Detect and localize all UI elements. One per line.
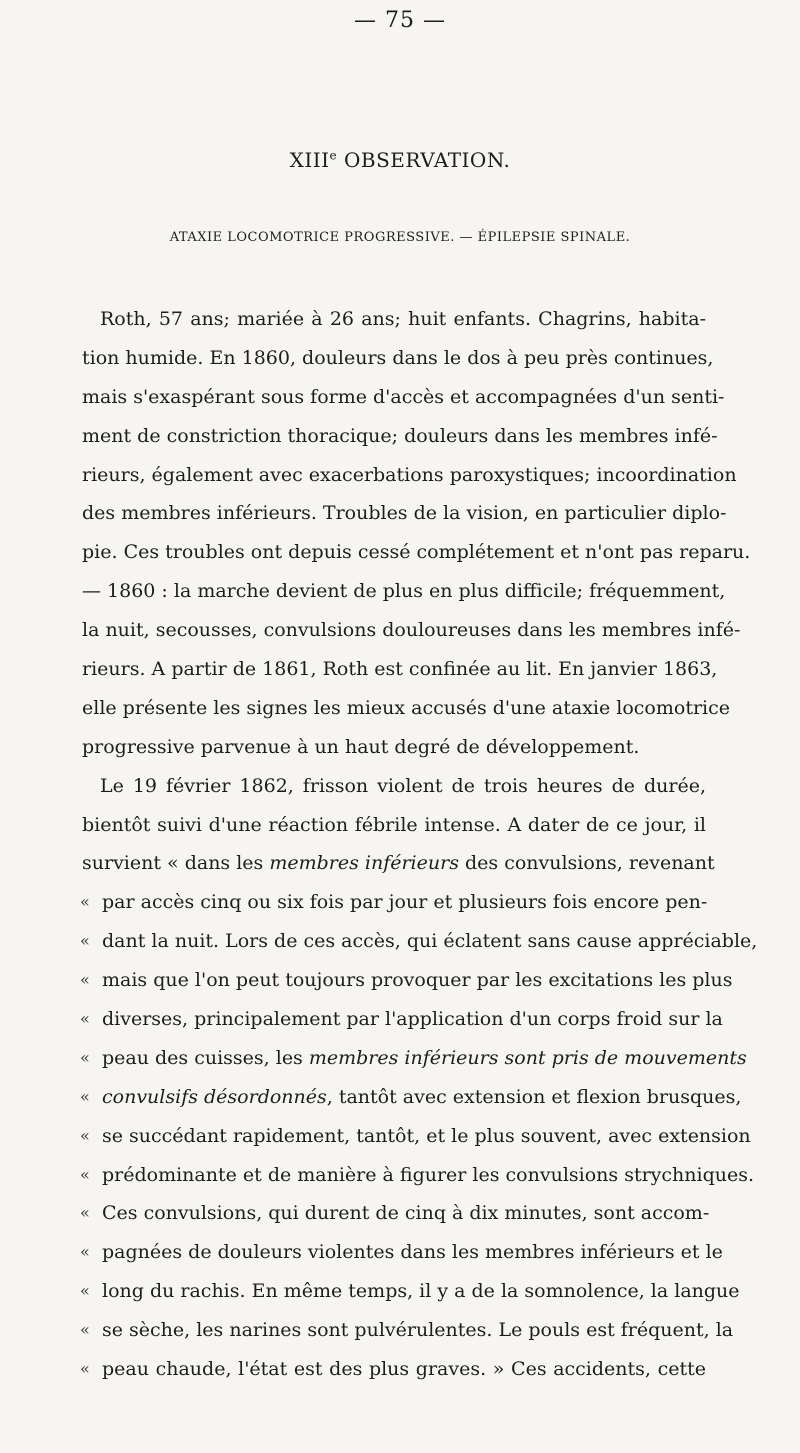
text-line: rieurs. A partir de 1861, Roth est confinée au lit. En janvier 1863, xyxy=(82,658,718,681)
text-line: tion humide. En 1860, douleurs dans le dos à peu près continues, xyxy=(82,346,714,369)
quote-mark: « xyxy=(80,1203,90,1223)
text-line: la nuit, secousses, convulsions douloureuses dans les membres infé- xyxy=(82,619,741,642)
quote-mark: « xyxy=(80,1320,90,1340)
quote-mark: « xyxy=(80,1009,90,1029)
italic-text: convulsifs désordonnés xyxy=(102,1085,327,1108)
text-line xyxy=(82,883,706,922)
text-segment: dant la nuit. Lors de ces accès, qui éclatent sans cause appréciable, xyxy=(102,930,758,953)
text-segment: pagnées de douleurs violentes dans les membres inférieurs et le xyxy=(102,1241,723,1264)
observation-subtitle: ATAXIE LOCOMOTRICE PROGRESSIVE. — ÉPILEPSIE SPINALE. xyxy=(169,230,631,245)
text-segment: , tantôt avec extension et flexion brusques, xyxy=(326,1085,742,1108)
text-segment: prédominante et de manière à figurer les convulsions strychniques. xyxy=(102,1163,755,1186)
text-segment: long du rachis. En même temps, il y a de la somnolence, la langue xyxy=(102,1280,740,1303)
text-line: Le 19 février 1862, frisson violent de trois heures de durée, xyxy=(100,774,706,797)
quote-mark: « xyxy=(80,1086,90,1106)
quote-mark: « xyxy=(80,1164,90,1184)
text-segment: peau des cuisses, les xyxy=(102,1046,309,1069)
text-line xyxy=(80,1039,747,1078)
text-line: pie. Ces troubles ont depuis cessé complétement et n'ont pas reparu. xyxy=(82,541,751,564)
text-segment: des convulsions, revenant xyxy=(458,852,715,875)
quote-mark: « xyxy=(80,1125,90,1145)
text-line: rieurs, également avec exacerbations paroxystiques; incoordination xyxy=(82,463,737,486)
text-segment: survient « dans les xyxy=(82,852,270,875)
observation-title-superscript: e xyxy=(329,148,338,163)
observation-title-rest: OBSERVATION. xyxy=(337,148,511,172)
text-line xyxy=(80,1311,734,1350)
text-line: progressive parvenue à un haut degré de développement. xyxy=(82,735,640,758)
text-line xyxy=(80,1156,755,1195)
text-line xyxy=(80,1000,723,1039)
quote-mark: « xyxy=(80,1359,90,1379)
text-line: — 1860 : la marche devient de plus en plus difficile; fréquemment, xyxy=(82,580,726,603)
text-line xyxy=(80,1233,723,1272)
text-line xyxy=(80,1194,710,1233)
quote-mark: « xyxy=(80,892,90,912)
page-number: — 75 — xyxy=(354,8,446,33)
text-segment: peau chaude, l'état est des plus graves. » Ces accidents, cette xyxy=(102,1358,706,1381)
text-segment: se sèche, les narines sont pulvérulentes. Le pouls est fréquent, la xyxy=(102,1319,734,1342)
text-line: des membres inférieurs. Troubles de la vision, en particulier diplo- xyxy=(82,502,727,525)
observation-title xyxy=(0,148,800,172)
text-line xyxy=(80,922,758,961)
italic-text: membres inférieurs xyxy=(269,852,459,875)
quote-mark: « xyxy=(80,1281,90,1301)
quote-mark: « xyxy=(80,1242,90,1262)
text-segment: par accès cinq ou six fois par jour et plusieurs fois encore pen- xyxy=(102,891,708,914)
text-line xyxy=(80,1078,742,1117)
text-line: Roth, 57 ans; mariée à 26 ans; huit enfants. Chagrins, habita- xyxy=(100,308,706,330)
text-line: mais s'exaspérant sous forme d'accès et accompagnées d'un senti- xyxy=(82,385,725,408)
text-line: elle présente les signes les mieux accusés d'une ataxie locomotrice xyxy=(82,696,731,719)
quote-mark: « xyxy=(80,931,90,951)
text-line xyxy=(82,1350,706,1389)
text-segment: Ces convulsions, qui durent de cinq à dix minutes, sont accom- xyxy=(102,1202,710,1225)
text-line: bientôt suivi d'une réaction fébrile intense. A dater de ce jour, il xyxy=(82,813,706,836)
body-text xyxy=(80,300,758,1389)
text-segment: mais que l'on peut toujours provoquer par les excitations les plus xyxy=(102,969,733,992)
text-line xyxy=(80,1272,740,1311)
observation-title-numeral: XIII xyxy=(289,148,330,172)
text-line xyxy=(82,844,715,883)
text-line xyxy=(80,1117,751,1156)
quote-mark: « xyxy=(80,970,90,990)
text-line xyxy=(80,961,733,1000)
text-segment: se succédant rapidement, tantôt, et le plus souvent, avec extension xyxy=(102,1124,751,1147)
text-line: ment de constriction thoracique; douleurs dans les membres infé- xyxy=(82,424,718,447)
text-segment: diverses, principalement par l'application d'un corps froid sur la xyxy=(102,1008,723,1031)
quote-mark: « xyxy=(80,1047,90,1067)
italic-text: membres inférieurs sont pris de mouvements xyxy=(308,1046,747,1069)
